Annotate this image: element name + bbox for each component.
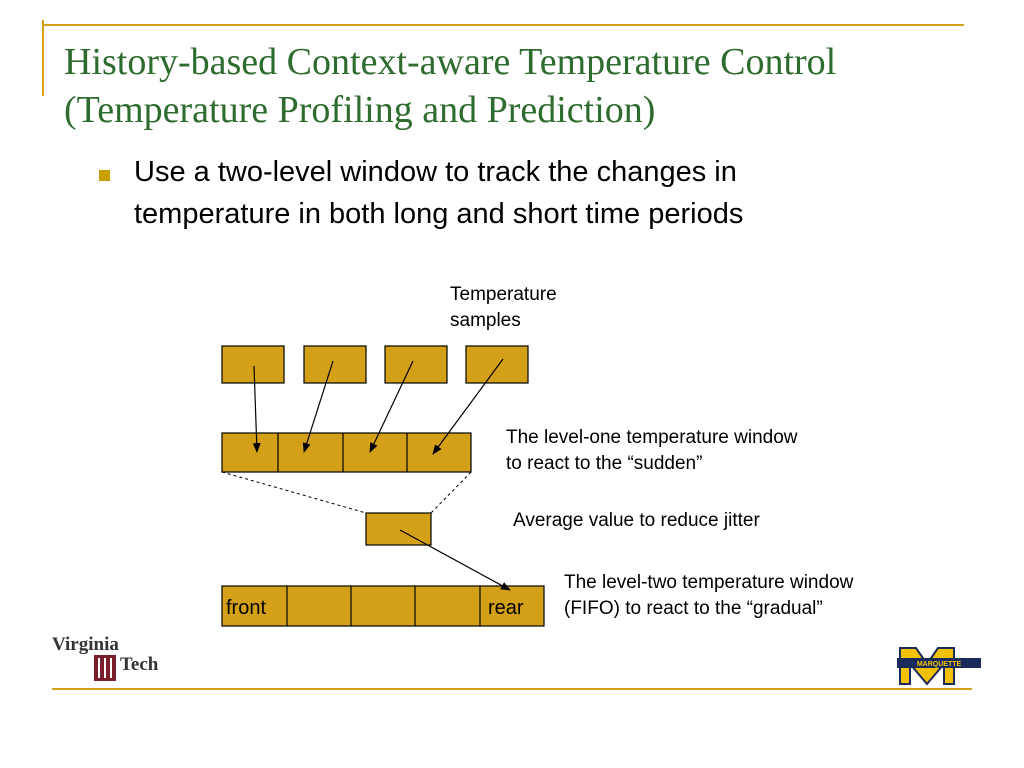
level-two-caption-line-2: (FIFO) to react to the “gradual”: [564, 598, 823, 619]
title-line-1: History-based Context-aware Temperature Control: [64, 41, 837, 83]
marquette-logo: [897, 648, 981, 684]
average-to-rear-arrow: [400, 530, 510, 590]
funnel-line-left: [222, 472, 366, 513]
title-line-2: (Temperature Profiling and Prediction): [64, 89, 656, 131]
virginia-tech-logo: [52, 634, 159, 681]
sample-box-1: [222, 346, 284, 383]
front-label: front: [226, 597, 267, 619]
level-one-caption-line-2: to react to the “sudden”: [506, 453, 703, 474]
samples-caption-line-2: samples: [450, 310, 521, 331]
sample-box-3: [385, 346, 447, 383]
rear-label: rear: [488, 597, 524, 619]
vt-logo-word-2: Tech: [120, 654, 159, 675]
bullet-line-1: Use a two-level window to track the changes in: [134, 156, 737, 188]
average-box: [366, 513, 431, 545]
samples-caption-line-1: Temperature: [450, 284, 557, 305]
level-two-caption-line-1: The level-two temperature window: [564, 572, 854, 593]
average-caption-text: Average value to reduce jitter: [513, 510, 760, 531]
marquette-banner-text: MARQUETTE: [916, 661, 962, 668]
level-one-caption-line-1: The level-one temperature window: [506, 427, 798, 448]
sample-box-4: [466, 346, 528, 383]
sample-box-2: [304, 346, 366, 383]
funnel-line-right: [431, 472, 471, 513]
vt-logo-word-1: Virginia: [52, 634, 119, 655]
bullet-line-2: temperature in both long and short time periods: [134, 198, 744, 230]
